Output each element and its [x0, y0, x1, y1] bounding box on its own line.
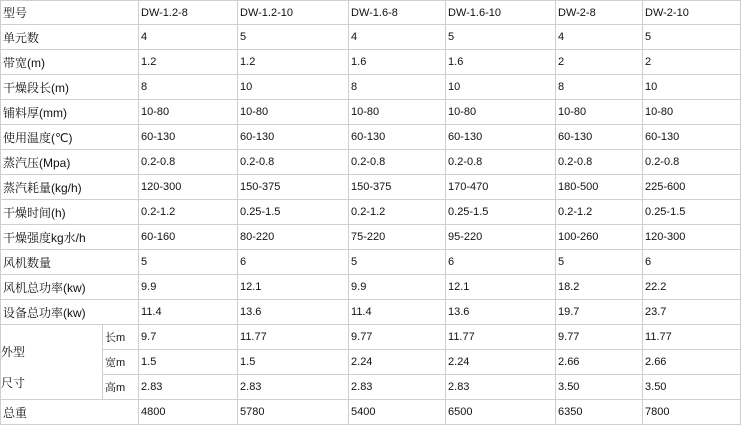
value-cell: 2.83	[349, 375, 446, 400]
value-cell: 5780	[238, 400, 349, 425]
table-row	[1, 150, 741, 175]
dimension-label: 高m	[103, 375, 139, 400]
value-cell: 10-80	[349, 100, 446, 125]
row-label: 干燥强度kg水/h	[1, 225, 139, 250]
value-cell: 23.7	[643, 300, 741, 325]
value-cell: 10	[446, 75, 556, 100]
value-cell: 4	[139, 25, 238, 50]
value-cell: 170-470	[446, 175, 556, 200]
value-cell: 3.50	[556, 375, 643, 400]
dimension-row	[1, 375, 741, 400]
value-cell: 180-500	[556, 175, 643, 200]
value-cell: 0.2-1.2	[556, 200, 643, 225]
value-cell: 8	[556, 75, 643, 100]
value-cell: 120-300	[139, 175, 238, 200]
value-cell: 10-80	[139, 100, 238, 125]
value-cell: 100-260	[556, 225, 643, 250]
row-label: 使用温度(℃)	[1, 125, 139, 150]
model-cell: DW-2-10	[643, 1, 741, 25]
model-cell: DW-1.6-10	[446, 1, 556, 25]
value-cell: 2	[643, 50, 741, 75]
dimension-row	[1, 325, 741, 350]
value-cell: 10	[238, 75, 349, 100]
value-cell: 1.6	[349, 50, 446, 75]
value-cell: 10-80	[238, 100, 349, 125]
table-row	[1, 300, 741, 325]
table-row	[1, 200, 741, 225]
row-label: 干燥段长(m)	[1, 75, 139, 100]
value-cell: 11.4	[139, 300, 238, 325]
value-cell: 5	[643, 25, 741, 50]
value-cell: 1.6	[446, 50, 556, 75]
value-cell: 9.77	[556, 325, 643, 350]
table-row	[1, 100, 741, 125]
value-cell: 60-130	[139, 125, 238, 150]
value-cell: 9.7	[139, 325, 238, 350]
value-cell: 5	[349, 250, 446, 275]
value-cell: 7800	[643, 400, 741, 425]
value-cell: 19.7	[556, 300, 643, 325]
row-label: 蒸汽压(Mpa)	[1, 150, 139, 175]
value-cell: 5	[238, 25, 349, 50]
value-cell: 6	[446, 250, 556, 275]
value-cell: 9.77	[349, 325, 446, 350]
value-cell: 6350	[556, 400, 643, 425]
value-cell: 0.2-1.2	[349, 200, 446, 225]
value-cell: 60-130	[349, 125, 446, 150]
value-cell: 60-130	[446, 125, 556, 150]
model-cell: DW-1.6-8	[349, 1, 446, 25]
value-cell: 11.77	[446, 325, 556, 350]
value-cell: 150-375	[238, 175, 349, 200]
value-cell: 11.77	[643, 325, 741, 350]
value-cell: 60-130	[556, 125, 643, 150]
model-cell: DW-1.2-8	[139, 1, 238, 25]
value-cell: 0.25-1.5	[643, 200, 741, 225]
row-label: 设备总功率(kw)	[1, 300, 139, 325]
model-cell: DW-1.2-10	[238, 1, 349, 25]
value-cell: 1.5	[238, 350, 349, 375]
value-cell: 22.2	[643, 275, 741, 300]
value-cell: 1.2	[139, 50, 238, 75]
value-cell: 18.2	[556, 275, 643, 300]
value-cell: 6500	[446, 400, 556, 425]
value-cell: 11.77	[238, 325, 349, 350]
value-cell: 0.2-0.8	[238, 150, 349, 175]
header-row	[1, 1, 741, 25]
dimension-group-label-line1: 外型	[1, 345, 26, 359]
weight-row	[1, 400, 741, 425]
table-row	[1, 25, 741, 50]
value-cell: 11.4	[349, 300, 446, 325]
row-label: 单元数	[1, 25, 139, 50]
value-cell: 120-300	[643, 225, 741, 250]
value-cell: 9.9	[349, 275, 446, 300]
value-cell: 2.83	[139, 375, 238, 400]
value-cell: 0.2-0.8	[349, 150, 446, 175]
value-cell: 150-375	[349, 175, 446, 200]
value-cell: 60-130	[643, 125, 741, 150]
value-cell: 0.25-1.5	[446, 200, 556, 225]
dimension-group-label-line2: 尺寸	[1, 376, 26, 390]
dimension-label: 长m	[103, 325, 139, 350]
value-cell: 0.2-0.8	[446, 150, 556, 175]
value-cell: 8	[139, 75, 238, 100]
value-cell: 10-80	[643, 100, 741, 125]
row-label: 风机数量	[1, 250, 139, 275]
value-cell: 5	[446, 25, 556, 50]
value-cell: 12.1	[446, 275, 556, 300]
value-cell: 2.24	[446, 350, 556, 375]
value-cell: 0.2-1.2	[139, 200, 238, 225]
row-label: 干燥时间(h)	[1, 200, 139, 225]
row-label: 带宽(m)	[1, 50, 139, 75]
value-cell: 2.83	[238, 375, 349, 400]
value-cell: 2.66	[643, 350, 741, 375]
value-cell: 0.2-0.8	[643, 150, 741, 175]
value-cell: 13.6	[238, 300, 349, 325]
dimension-row	[1, 350, 741, 375]
value-cell: 8	[349, 75, 446, 100]
value-cell: 3.50	[643, 375, 741, 400]
value-cell: 95-220	[446, 225, 556, 250]
table-row	[1, 50, 741, 75]
value-cell: 5	[556, 250, 643, 275]
row-label: 总重	[1, 400, 139, 425]
value-cell: 2	[556, 50, 643, 75]
value-cell: 0.25-1.5	[238, 200, 349, 225]
value-cell: 0.2-0.8	[139, 150, 238, 175]
value-cell: 13.6	[446, 300, 556, 325]
row-label: 铺料厚(mm)	[1, 100, 139, 125]
model-cell: DW-2-8	[556, 1, 643, 25]
value-cell: 2.66	[556, 350, 643, 375]
table-row	[1, 175, 741, 200]
value-cell: 6	[238, 250, 349, 275]
value-cell: 225-600	[643, 175, 741, 200]
value-cell: 9.9	[139, 275, 238, 300]
row-label: 风机总功率(kw)	[1, 275, 139, 300]
value-cell: 1.2	[238, 50, 349, 75]
value-cell: 10-80	[446, 100, 556, 125]
value-cell: 6	[643, 250, 741, 275]
value-cell: 0.2-0.8	[556, 150, 643, 175]
table-row	[1, 275, 741, 300]
dimension-label: 宽m	[103, 350, 139, 375]
value-cell: 4	[556, 25, 643, 50]
value-cell: 1.5	[139, 350, 238, 375]
value-cell: 10-80	[556, 100, 643, 125]
value-cell: 5	[139, 250, 238, 275]
header-label: 型号	[1, 1, 139, 25]
row-label: 蒸汽耗量(kg/h)	[1, 175, 139, 200]
value-cell: 2.24	[349, 350, 446, 375]
value-cell: 5400	[349, 400, 446, 425]
dimension-group-label	[1, 325, 103, 400]
value-cell: 75-220	[349, 225, 446, 250]
table-row	[1, 225, 741, 250]
value-cell: 12.1	[238, 275, 349, 300]
value-cell: 60-160	[139, 225, 238, 250]
value-cell: 4800	[139, 400, 238, 425]
value-cell: 4	[349, 25, 446, 50]
value-cell: 2.83	[446, 375, 556, 400]
value-cell: 60-130	[238, 125, 349, 150]
value-cell: 80-220	[238, 225, 349, 250]
value-cell: 10	[643, 75, 741, 100]
table-row	[1, 75, 741, 100]
table-row	[1, 250, 741, 275]
table-row	[1, 125, 741, 150]
